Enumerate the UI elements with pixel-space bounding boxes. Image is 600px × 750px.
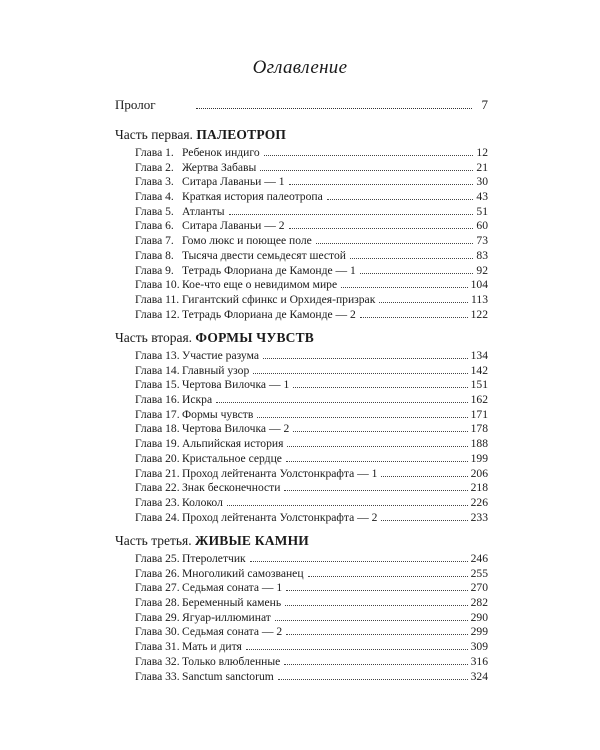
toc-part xyxy=(115,329,488,525)
toc-entry[interactable] xyxy=(115,190,488,205)
chapter-title: Искра xyxy=(182,393,213,407)
toc-entry[interactable] xyxy=(115,161,488,176)
chapter-title: Седьмая соната — 1 xyxy=(182,581,283,595)
chapter-number: Глава 25. xyxy=(135,552,180,565)
dot-leader xyxy=(293,387,467,388)
chapter-page-number: 218 xyxy=(470,481,488,495)
chapter-number: Глава 10. xyxy=(135,278,180,292)
chapter-page-number: 92 xyxy=(476,263,488,277)
chapter-number: Глава 22. xyxy=(135,481,180,495)
chapter-title: Седьмая соната — 2 xyxy=(182,625,283,639)
chapter-number: Глава 3. xyxy=(135,175,174,189)
dot-leader xyxy=(289,184,474,185)
toc-entry[interactable] xyxy=(115,422,488,437)
dot-leader xyxy=(308,576,468,577)
page-title: Оглавление xyxy=(252,57,348,78)
chapter-page-number: 324 xyxy=(470,669,488,683)
chapter-title: Мать и дитя xyxy=(182,640,242,654)
toc-entry[interactable] xyxy=(115,146,488,161)
toc-entry[interactable] xyxy=(115,249,488,264)
toc-entry[interactable] xyxy=(115,496,488,511)
toc-entry[interactable] xyxy=(115,655,488,670)
chapter-number: Глава 33. xyxy=(135,669,180,683)
toc-entry[interactable] xyxy=(115,293,488,308)
chapter-page-number: 162 xyxy=(470,393,488,407)
chapter-page-number: 226 xyxy=(470,495,488,509)
chapter-page-number: 309 xyxy=(470,640,488,654)
chapter-title: Многоликий самозванец xyxy=(182,566,304,580)
part-name: ПАЛЕОТРОП xyxy=(196,127,287,142)
chapter-title: Ребенок индиго xyxy=(182,146,260,159)
toc-entry[interactable] xyxy=(115,175,488,190)
dot-leader xyxy=(246,649,468,650)
chapter-page-number: 151 xyxy=(470,378,488,392)
chapter-number: Глава 23. xyxy=(135,495,180,509)
chapter-page-number: 233 xyxy=(470,510,488,524)
dot-leader xyxy=(263,358,468,359)
chapter-title: Тысяча двести семьдесят шестой xyxy=(182,248,346,262)
toc-part xyxy=(115,126,488,322)
chapter-title: Проход лейтенанта Уолстонкрафта — 1 xyxy=(182,466,378,480)
chapter-page-number: 282 xyxy=(470,596,488,610)
chapter-title: Жертва Забавы xyxy=(182,160,257,174)
chapter-page-number: 199 xyxy=(470,451,488,465)
chapter-number: Глава 4. xyxy=(135,190,174,204)
chapter-title: Краткая история палеотропа xyxy=(182,190,323,204)
toc-entry[interactable] xyxy=(115,378,488,393)
dot-leader xyxy=(289,228,474,229)
part-name: ФОРМЫ ЧУВСТВ xyxy=(195,330,315,345)
toc-entry[interactable] xyxy=(115,205,488,220)
chapter-page-number: 142 xyxy=(470,363,488,377)
chapter-page-number: 171 xyxy=(470,407,488,421)
dot-leader xyxy=(229,214,474,215)
chapter-page-number: 134 xyxy=(470,349,488,362)
chapter-page-number: 113 xyxy=(471,292,488,306)
chapter-title: Тетрадь Флориана де Камонде — 2 xyxy=(182,307,356,321)
toc-entry[interactable] xyxy=(115,640,488,655)
toc-entry[interactable] xyxy=(115,264,488,279)
chapter-number: Глава 5. xyxy=(135,204,174,218)
part-heading[interactable] xyxy=(115,126,488,144)
chapter-title: Чертова Вилочка — 2 xyxy=(182,422,290,436)
part-name: ЖИВЫЕ КАМНИ xyxy=(195,533,309,548)
chapter-page-number: 299 xyxy=(470,625,488,639)
chapter-number: Глава 18. xyxy=(135,422,180,436)
chapter-title: Ситара Лаваньи — 2 xyxy=(182,219,285,233)
part-prefix: Часть вторая. xyxy=(115,330,196,345)
chapter-title: Знак бесконечности xyxy=(182,481,281,495)
dot-leader xyxy=(284,490,467,491)
toc-entry[interactable] xyxy=(115,452,488,467)
toc-entry-prologue[interactable] xyxy=(115,97,488,115)
chapter-number: Глава 17. xyxy=(135,407,180,421)
chapter-number: Глава 14. xyxy=(135,363,180,377)
dot-leader xyxy=(284,664,467,665)
chapter-title: Птеролетчик xyxy=(182,552,246,565)
chapter-title: Атланты xyxy=(182,204,225,218)
chapter-number: Глава 24. xyxy=(135,510,180,524)
chapter-title: Главный узор xyxy=(182,363,250,377)
chapter-number: Глава 21. xyxy=(135,466,180,480)
chapter-number: Глава 13. xyxy=(135,349,180,362)
chapter-title: Участие разума xyxy=(182,349,259,362)
chapter-title: Беременный камень xyxy=(182,596,282,610)
chapter-title: Чертова Вилочка — 1 xyxy=(182,378,290,392)
chapter-page-number: 290 xyxy=(470,610,488,624)
chapter-number: Глава 1. xyxy=(135,146,174,159)
dot-leader xyxy=(286,590,467,591)
dot-leader xyxy=(278,679,468,680)
dot-leader xyxy=(293,431,467,432)
chapter-page-number: 178 xyxy=(470,422,488,436)
toc-part xyxy=(115,532,488,684)
dot-leader xyxy=(341,287,467,288)
chapter-number: Глава 29. xyxy=(135,610,180,624)
chapter-title: Sanctum sanctorum xyxy=(182,669,274,683)
toc-entry[interactable] xyxy=(115,567,488,582)
chapter-number: Глава 20. xyxy=(135,451,180,465)
chapter-page-number: 316 xyxy=(470,654,488,668)
toc-entry[interactable] xyxy=(115,349,488,364)
dot-leader xyxy=(379,302,468,303)
chapter-number: Глава 31. xyxy=(135,640,180,654)
toc-entry[interactable] xyxy=(115,393,488,408)
dot-leader xyxy=(286,461,468,462)
prologue-label: Пролог xyxy=(115,97,156,112)
dot-leader xyxy=(316,243,474,244)
toc-entry[interactable] xyxy=(115,278,488,293)
chapter-page-number: 270 xyxy=(470,581,488,595)
chapter-title: Ягуар-иллюминат xyxy=(182,610,271,624)
toc-entry[interactable] xyxy=(115,408,488,423)
chapter-page-number: 21 xyxy=(476,160,488,174)
toc-entry[interactable] xyxy=(115,552,488,567)
toc-entry[interactable] xyxy=(115,219,488,234)
toc-entry[interactable] xyxy=(115,308,488,323)
toc-entry[interactable] xyxy=(115,234,488,249)
dot-leader xyxy=(360,317,468,318)
toc-entry[interactable] xyxy=(115,364,488,379)
chapter-number: Глава 32. xyxy=(135,654,180,668)
dot-leader xyxy=(264,155,474,156)
toc-entry[interactable] xyxy=(115,625,488,640)
dot-leader xyxy=(216,402,468,403)
chapter-number: Глава 7. xyxy=(135,234,174,248)
dot-leader xyxy=(196,108,472,109)
toc-entry[interactable] xyxy=(115,611,488,626)
dot-leader xyxy=(260,170,473,171)
chapter-page-number: 122 xyxy=(470,307,488,321)
chapter-page-number: 104 xyxy=(470,278,488,292)
dot-leader xyxy=(250,561,468,562)
chapter-number: Глава 26. xyxy=(135,566,180,580)
chapter-page-number: 60 xyxy=(476,219,488,233)
chapter-title: Гомо люкс и поющее поле xyxy=(182,234,312,248)
dot-leader xyxy=(360,273,474,274)
toc-entry[interactable] xyxy=(115,467,488,482)
toc-entry[interactable] xyxy=(115,437,488,452)
dot-leader xyxy=(350,258,473,259)
chapter-title: Только влюбленные xyxy=(182,654,281,668)
chapter-number: Глава 12. xyxy=(135,307,180,321)
chapter-page-number: 188 xyxy=(470,437,488,451)
chapter-title: Тетрадь Флориана де Камонде — 1 xyxy=(182,263,356,277)
part-heading[interactable] xyxy=(115,532,488,550)
part-heading[interactable] xyxy=(115,329,488,347)
dot-leader xyxy=(227,505,468,506)
toc-entry[interactable] xyxy=(115,581,488,596)
chapter-number: Глава 15. xyxy=(135,378,180,392)
dot-leader xyxy=(253,373,467,374)
chapter-title: Кристальное сердце xyxy=(182,451,282,465)
chapter-number: Глава 28. xyxy=(135,596,180,610)
chapter-number: Глава 11. xyxy=(135,292,180,306)
chapter-number: Глава 6. xyxy=(135,219,174,233)
chapter-number: Глава 9. xyxy=(135,263,174,277)
chapter-title: Колокол xyxy=(182,495,223,509)
chapter-page-number: 206 xyxy=(470,466,488,480)
dot-leader xyxy=(381,476,467,477)
chapter-page-number: 43 xyxy=(476,190,488,204)
toc-entry[interactable] xyxy=(115,511,488,526)
chapter-number: Глава 27. xyxy=(135,581,180,595)
chapter-page-number: 83 xyxy=(476,248,488,262)
chapter-title: Кое-что еще о невидимом мире xyxy=(182,278,338,292)
chapter-title: Проход лейтенанта Уолстонкрафта — 2 xyxy=(182,510,378,524)
toc-entry[interactable] xyxy=(115,596,488,611)
dot-leader xyxy=(286,634,467,635)
dot-leader xyxy=(327,199,474,200)
chapter-page-number: 73 xyxy=(476,234,488,248)
part-prefix: Часть третья. xyxy=(115,533,196,548)
part-prefix: Часть первая. xyxy=(115,127,197,142)
chapter-page-number: 51 xyxy=(476,204,488,218)
dot-leader xyxy=(285,605,468,606)
chapter-page-number: 12 xyxy=(476,146,488,159)
dot-leader xyxy=(287,446,467,447)
chapter-number: Глава 2. xyxy=(135,160,174,174)
chapter-number: Глава 8. xyxy=(135,248,174,262)
chapter-page-number: 255 xyxy=(470,566,488,580)
chapter-number: Глава 30. xyxy=(135,625,180,639)
dot-leader xyxy=(275,620,468,621)
chapter-title: Альпийская история xyxy=(182,437,284,451)
dot-leader xyxy=(381,520,467,521)
chapter-number: Глава 19. xyxy=(135,437,180,451)
toc-entry[interactable] xyxy=(115,670,488,685)
chapter-page-number: 246 xyxy=(470,552,488,565)
chapter-title: Формы чувств xyxy=(182,407,254,421)
chapter-title: Гигантский сфинкс и Орхидея-призрак xyxy=(182,292,376,306)
chapter-title: Ситара Лаваньи — 1 xyxy=(182,175,285,189)
dot-leader xyxy=(257,417,467,418)
chapter-page-number: 30 xyxy=(476,175,488,189)
chapter-number: Глава 16. xyxy=(135,393,180,407)
toc-entry[interactable] xyxy=(115,481,488,496)
prologue-page-number: 7 xyxy=(481,97,488,112)
